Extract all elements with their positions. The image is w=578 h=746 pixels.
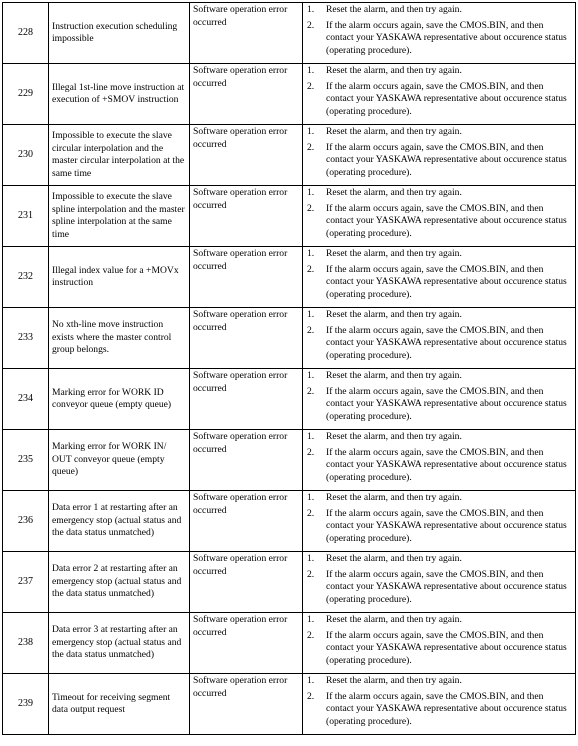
remedy-step-2-text: If the alarm occurs again, save the CMOS.BIN, and then contact your YASKAWA representative about occurence status (operating procedure). <box>326 141 567 178</box>
remedy-step-1-text: Reset the alarm, and then try again. <box>326 4 462 15</box>
remedy-step-2 <box>303 447 575 485</box>
remedy-cell <box>303 430 576 491</box>
alarm-number: 239 <box>3 674 49 735</box>
alarm-message-cell <box>49 552 190 613</box>
alarm-message: Impossible to execute the slave circular interpolation and the master circular interpolation at the same time <box>52 130 185 179</box>
remedy-step-1 <box>303 187 575 200</box>
sub-code-text: Software operation error occurred <box>193 126 288 150</box>
sub-code-cell <box>190 613 303 674</box>
sub-code-text: Software operation error occurred <box>193 248 288 272</box>
remedy-step-2-number: 2. <box>307 19 315 31</box>
remedy-step-1 <box>303 126 575 139</box>
remedy-cell <box>303 247 576 308</box>
remedy-step-2 <box>303 142 575 180</box>
sub-code-cell <box>190 64 303 125</box>
sub-code-cell <box>190 674 303 735</box>
remedy-step-1 <box>303 309 575 322</box>
remedy-step-1-number: 1. <box>307 309 315 320</box>
remedy-step-2 <box>303 630 575 668</box>
alarm-message-cell <box>49 308 190 369</box>
remedy-step-1-text: Reset the alarm, and then try again. <box>326 370 462 381</box>
remedy-step-1-number: 1. <box>307 492 315 503</box>
sub-code-cell <box>190 308 303 369</box>
remedy-step-1-text: Reset the alarm, and then try again. <box>326 492 462 503</box>
alarm-table-body <box>3 3 576 735</box>
alarm-number: 235 <box>3 430 49 491</box>
remedy-step-1-text: Reset the alarm, and then try again. <box>326 248 462 259</box>
remedy-step-2 <box>303 20 575 58</box>
remedy-step-2 <box>303 203 575 241</box>
table-row <box>3 186 576 247</box>
remedy-step-2-number: 2. <box>307 80 315 92</box>
remedy-cell <box>303 552 576 613</box>
remedy-step-2-text: If the alarm occurs again, save the CMOS.BIN, and then contact your YASKAWA representative about occurence status (operating procedure). <box>326 629 567 666</box>
remedy-step-1-number: 1. <box>307 675 315 686</box>
table-row <box>3 552 576 613</box>
alarm-message-cell <box>49 613 190 674</box>
sub-code-cell <box>190 125 303 186</box>
remedy-step-2-text: If the alarm occurs again, save the CMOS.BIN, and then contact your YASKAWA representative about occurence status (operating procedure). <box>326 80 567 117</box>
sub-code-text: Software operation error occurred <box>193 309 288 333</box>
remedy-cell <box>303 308 576 369</box>
remedy-step-2-number: 2. <box>307 446 315 458</box>
remedy-cell <box>303 369 576 430</box>
remedy-step-2-text: If the alarm occurs again, save the CMOS.BIN, and then contact your YASKAWA representative about occurence status (operating procedure). <box>326 202 567 239</box>
remedy-step-1 <box>303 492 575 505</box>
remedy-cell <box>303 125 576 186</box>
alarm-message: Impossible to execute the slave spline interpolation and the master spline interpolation at the same time <box>52 191 185 240</box>
remedy-step-1-text: Reset the alarm, and then try again. <box>326 675 462 686</box>
alarm-number: 236 <box>3 491 49 552</box>
remedy-cell <box>303 64 576 125</box>
remedy-step-1-number: 1. <box>307 614 315 625</box>
alarm-number: 233 <box>3 308 49 369</box>
remedy-step-1-text: Reset the alarm, and then try again. <box>326 65 462 76</box>
remedy-step-2-number: 2. <box>307 690 315 702</box>
alarm-number: 232 <box>3 247 49 308</box>
remedy-step-2-text: If the alarm occurs again, save the CMOS.BIN, and then contact your YASKAWA representative about occurence status (operating procedure). <box>326 568 567 605</box>
remedy-step-1-number: 1. <box>307 187 315 198</box>
alarm-message: Data error 3 at restarting after an emergency stop (actual status and the data status unmatched) <box>52 624 182 661</box>
alarm-number: 231 <box>3 186 49 247</box>
remedy-cell <box>303 674 576 735</box>
alarm-message: Timeout for receiving segment data output request <box>52 691 171 715</box>
remedy-step-1 <box>303 553 575 566</box>
alarm-number: 228 <box>3 3 49 64</box>
remedy-cell <box>303 3 576 64</box>
alarm-message-cell <box>49 125 190 186</box>
remedy-step-2 <box>303 569 575 607</box>
alarm-number: 234 <box>3 369 49 430</box>
alarm-message-cell <box>49 3 190 64</box>
remedy-step-2-text: If the alarm occurs again, save the CMOS.BIN, and then contact your YASKAWA representative about occurence status (operating procedure). <box>326 324 567 361</box>
sub-code-text: Software operation error occurred <box>193 614 288 638</box>
sub-code-cell <box>190 247 303 308</box>
remedy-step-2-text: If the alarm occurs again, save the CMOS.BIN, and then contact your YASKAWA representative about occurence status (operating procedure). <box>326 507 567 544</box>
alarm-message: No xth-line move instruction exists where the master control group belongs. <box>52 319 172 356</box>
remedy-step-1 <box>303 614 575 627</box>
remedy-step-1-text: Reset the alarm, and then try again. <box>326 553 462 564</box>
alarm-number: 237 <box>3 552 49 613</box>
remedy-step-2-text: If the alarm occurs again, save the CMOS.BIN, and then contact your YASKAWA representative about occurence status (operating procedure). <box>326 385 567 422</box>
remedy-step-1 <box>303 431 575 444</box>
sub-code-text: Software operation error occurred <box>193 187 288 211</box>
alarm-message-cell <box>49 369 190 430</box>
remedy-step-1-number: 1. <box>307 4 315 15</box>
alarm-message-cell <box>49 491 190 552</box>
remedy-step-1-text: Reset the alarm, and then try again. <box>326 431 462 442</box>
alarm-message: Illegal 1st-line move instruction at execution of +SMOV instruction <box>52 81 185 105</box>
remedy-step-1 <box>303 4 575 17</box>
remedy-step-1-number: 1. <box>307 65 315 76</box>
remedy-cell <box>303 491 576 552</box>
remedy-cell <box>303 186 576 247</box>
sub-code-cell <box>190 186 303 247</box>
remedy-step-1 <box>303 65 575 78</box>
sub-code-cell <box>190 491 303 552</box>
remedy-step-2-number: 2. <box>307 141 315 153</box>
table-row <box>3 430 576 491</box>
alarm-message: Marking error for WORK IN/ OUT conveyor queue (empty queue) <box>52 441 167 478</box>
remedy-step-2-text: If the alarm occurs again, save the CMOS.BIN, and then contact your YASKAWA representative about occurence status (operating procedure). <box>326 19 567 56</box>
alarm-number: 230 <box>3 125 49 186</box>
alarm-message: Illegal index value for a +MOVx instruction <box>52 264 179 288</box>
remedy-step-1 <box>303 675 575 688</box>
table-row <box>3 247 576 308</box>
remedy-step-2-number: 2. <box>307 385 315 397</box>
sub-code-cell <box>190 369 303 430</box>
alarm-message: Marking error for WORK ID conveyor queue (empty queue) <box>52 386 172 410</box>
table-row <box>3 491 576 552</box>
alarm-number: 229 <box>3 64 49 125</box>
remedy-step-1-text: Reset the alarm, and then try again. <box>326 126 462 137</box>
remedy-step-2-text: If the alarm occurs again, save the CMOS.BIN, and then contact your YASKAWA representative about occurence status (operating procedure). <box>326 446 567 483</box>
alarm-message-cell <box>49 64 190 125</box>
remedy-step-2 <box>303 264 575 302</box>
remedy-step-2 <box>303 81 575 119</box>
sub-code-text: Software operation error occurred <box>193 370 288 394</box>
sub-code-text: Software operation error occurred <box>193 492 288 516</box>
remedy-step-2-number: 2. <box>307 568 315 580</box>
remedy-step-1-text: Reset the alarm, and then try again. <box>326 309 462 320</box>
remedy-step-2-number: 2. <box>307 324 315 336</box>
remedy-step-1-number: 1. <box>307 248 315 259</box>
alarm-message-cell <box>49 674 190 735</box>
remedy-step-2 <box>303 691 575 729</box>
remedy-step-2-number: 2. <box>307 629 315 641</box>
sub-code-text: Software operation error occurred <box>193 675 288 699</box>
sub-code-text: Software operation error occurred <box>193 65 288 89</box>
remedy-step-1-text: Reset the alarm, and then try again. <box>326 614 462 625</box>
sub-code-text: Software operation error occurred <box>193 4 288 28</box>
remedy-step-2 <box>303 508 575 546</box>
alarm-table <box>2 2 576 735</box>
remedy-step-1 <box>303 370 575 383</box>
remedy-step-2 <box>303 325 575 363</box>
remedy-step-1-number: 1. <box>307 370 315 381</box>
remedy-step-1-number: 1. <box>307 126 315 137</box>
remedy-cell <box>303 613 576 674</box>
remedy-step-1-text: Reset the alarm, and then try again. <box>326 187 462 198</box>
remedy-step-1 <box>303 248 575 261</box>
remedy-step-1-number: 1. <box>307 431 315 442</box>
table-row <box>3 613 576 674</box>
remedy-step-2-text: If the alarm occurs again, save the CMOS.BIN, and then contact your YASKAWA representative about occurence status (operating procedure). <box>326 690 567 727</box>
sub-code-cell <box>190 552 303 613</box>
sub-code-text: Software operation error occurred <box>193 553 288 577</box>
alarm-message-cell <box>49 186 190 247</box>
alarm-message-cell <box>49 430 190 491</box>
table-row <box>3 308 576 369</box>
remedy-step-1-number: 1. <box>307 553 315 564</box>
table-row <box>3 64 576 125</box>
table-row <box>3 3 576 64</box>
remedy-step-2 <box>303 386 575 424</box>
remedy-step-2-number: 2. <box>307 202 315 214</box>
table-row <box>3 125 576 186</box>
remedy-step-2-number: 2. <box>307 263 315 275</box>
table-row <box>3 674 576 735</box>
alarm-message: Data error 1 at restarting after an emergency stop (actual status and the data status unmatched) <box>52 502 182 539</box>
remedy-step-2-number: 2. <box>307 507 315 519</box>
alarm-message-cell <box>49 247 190 308</box>
alarm-message: Data error 2 at restarting after an emergency stop (actual status and the data status unmatched) <box>52 563 182 600</box>
table-row <box>3 369 576 430</box>
sub-code-cell <box>190 3 303 64</box>
remedy-step-2-text: If the alarm occurs again, save the CMOS.BIN, and then contact your YASKAWA representative about occurence status (operating procedure). <box>326 263 567 300</box>
sub-code-cell <box>190 430 303 491</box>
alarm-number: 238 <box>3 613 49 674</box>
sub-code-text: Software operation error occurred <box>193 431 288 455</box>
alarm-message: Instruction execution scheduling impossible <box>52 20 178 44</box>
